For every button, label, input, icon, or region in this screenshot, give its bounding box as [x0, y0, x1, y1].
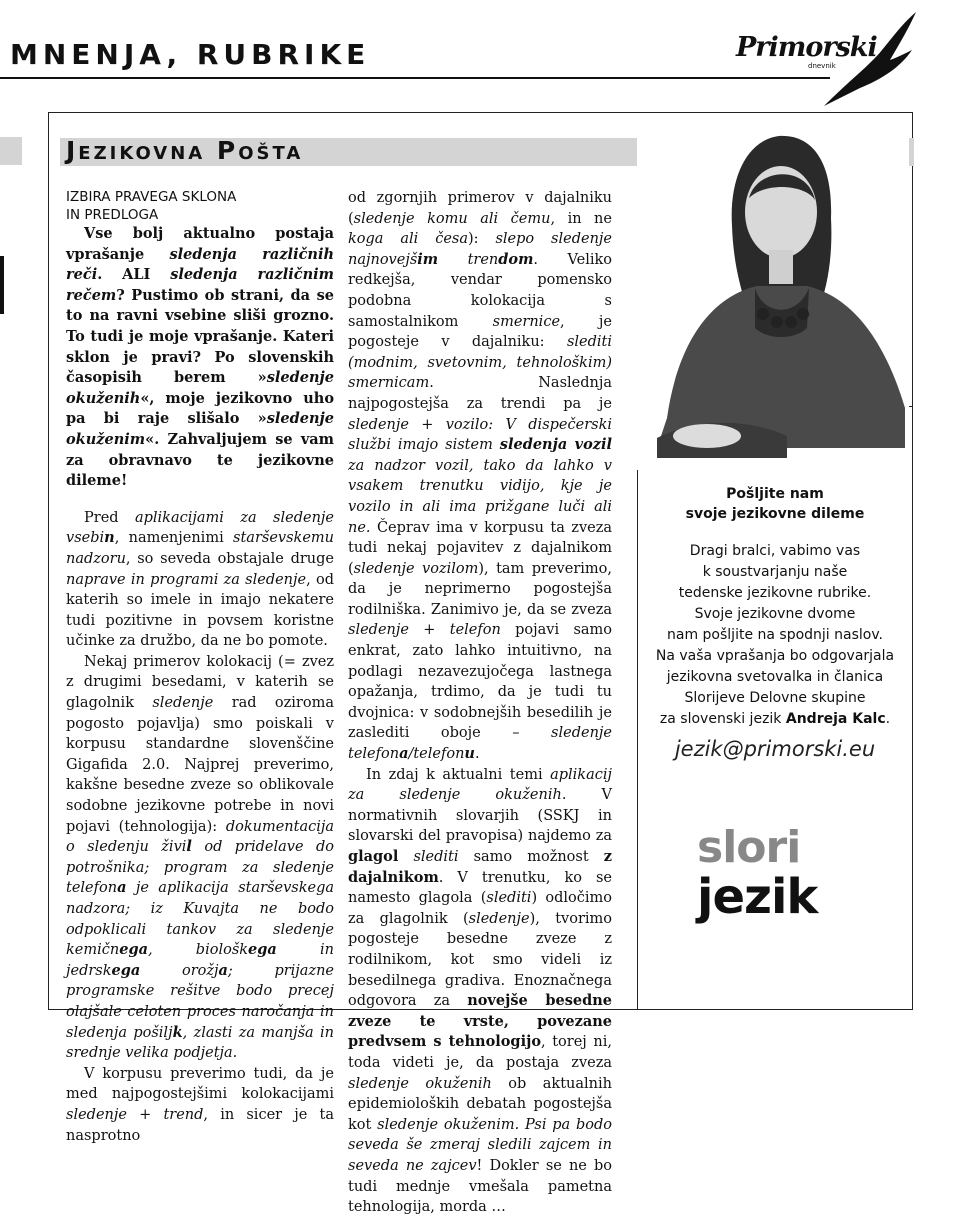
newspaper-logo-sub: dnevnik — [808, 62, 836, 70]
article-column-1 — [66, 188, 334, 1146]
column-1-body: Vse bolj aktualno postaja vprašanje sledenja različnih reči. ALI sledenja različnim rečem? Pustimo ob strani, da se to na ravni vsebine sliši grozno. To tudi je moje vprašanje. Kateri sklon je pravi? Po slovenskih časopisih berem »sledenje okuženih«, moje jezikovno uho pa bi raje slišalo »sledenje okuženim«. Zahvaljujem se vam za obravnavo te jezikovne dileme! Pred aplikacijami za sledenje vsebin, namenjenimi starševskemu nadzoru, so seveda obstajale druge naprave in programi za sledenje, od katerih so imele in imajo nekatere tudi pozitivne in povsem koristne učinke za družbo, da ne bo pomote. Nekaj primerov kolokacij (= zvez z drugimi besedami, v katerih se glagolnik sledenje rad oziroma pogosto pojavlja) smo poiskali v korpusu standardne slovenščine Gigafida 2.0. Najprej preverimo, kakšne besedne zveze so oblikovale sodobne jezikovne potrebe in novi pojavi (tehnologija): dokumentacija o sledenju živil od pridelave do potrošnika; program za sledenje telefona je aplikacija starševskega nadzora; iz Kuvajta ne bodo odpoklicali tankov za sledenje kemičnega, biološkega in jedrskega orožja; prijazne programske rešitve bodo precej olajšale celoten proces naročanja in sledenja pošiljk, zlasti za manjša in srednje velika podjetja. V korpusu preverimo tudi, da je med najpogostejšimi kolokacijami sledenje + trend, in sicer je ta nasprotno — [66, 225, 335, 1144]
author-photo — [637, 118, 909, 470]
slori-logo-top: slori — [697, 822, 801, 873]
article-subhead: IZBIRA PRAVEGA SKLONA IN PREDLOGA — [66, 189, 237, 223]
seagull-logo-icon — [820, 10, 920, 110]
header-rule — [0, 77, 830, 79]
slori-logo-bottom: jezik — [697, 869, 818, 925]
column-2-body: od zgornjih primerov v dajalniku (sledenje komu ali čemu, in ne koga ali česa): slepo sledenje najnovejšim trendom. Veliko redkejša, vendar pomensko podobna kolokacija s samostalnikom smernice, je pogosteje v dajalniku: slediti (modnim, svetovnim, tehnološkim) smernicam. Naslednja najpogostejša za trendi pa je sledenje + vozilo: V dispečerski službi imajo sistem sledenja vozil za nadzor vozil, tako da lahko v vsakem trenutku vidijo, kje je vozilo in ali ima prižgane luči ali ne. Čeprav ima v korpusu ta zveza tudi nekaj pojavitev z dajalnikom (sledenje vozilom), tam preverimo, da je neprimerno pogostejša rodilniška. Zanimivo je, da se zveza sledenje + telefon pojavi samo enkrat, zato lahko intuitivno, na podlagi nezavezujočega lastnega opažanja, trdimo, da je tudi tu dvojnica: v sodobnejših besedilih je zaslediti oboje – sledenje telefona/telefonu. In zdaj k aktualni temi aplikacij za sledenje okuženih. V normativnih slovarjih (SSKJ in slovarski del pravopisa) najdemo za glagol slediti samo možnost z dajalnikom. V trenutku, ko se namesto glagola (slediti) odločimo za glagolnik (sledenje), tvorimo pogosteje besedne zveze z rodilnikom, kot smo videli iz besedilnega gradiva. Enoznačnega odgovora za novejše besedne zveze te vrste, povezane predvsem s tehnologijo, torej ni, toda videti je, da postaja zveza sledenje okuženih ob aktualnih epidemioloških debatah pogostejša kot sledenje okuženim. Psi pa bodo seveda še zmeraj sledili zajcem in seveda ne zajcev! Dokler se ne bo tudi mednje vmešala pametna tehnologija, morda … — [348, 190, 613, 1216]
cta-text: Dragi bralci, vabimo vas k soustvarjanju naše tedenske jezikovne rubrike. Svoje jezikovne dvome nam pošljite na spodnji naslov. Na vaša vprašanja bo odgovarjala jezikovna svetovalka in članica Slorijeve Delovne skupine za slovenski jezik Andreja Kalc. — [655, 543, 895, 727]
article-title: Jezikovna Pošta — [66, 136, 304, 165]
cta-heading: Pošljite nam svoje jezikovne dileme — [685, 486, 865, 522]
newspaper-logo[interactable]: Primorski — [736, 32, 877, 63]
contact-email-link[interactable]: jezik@primorski.eu — [674, 737, 876, 761]
adjacent-column-edge — [0, 112, 22, 1024]
article-column-2 — [348, 188, 612, 1218]
section-title: MNENJA, RUBRIKE — [10, 38, 371, 71]
